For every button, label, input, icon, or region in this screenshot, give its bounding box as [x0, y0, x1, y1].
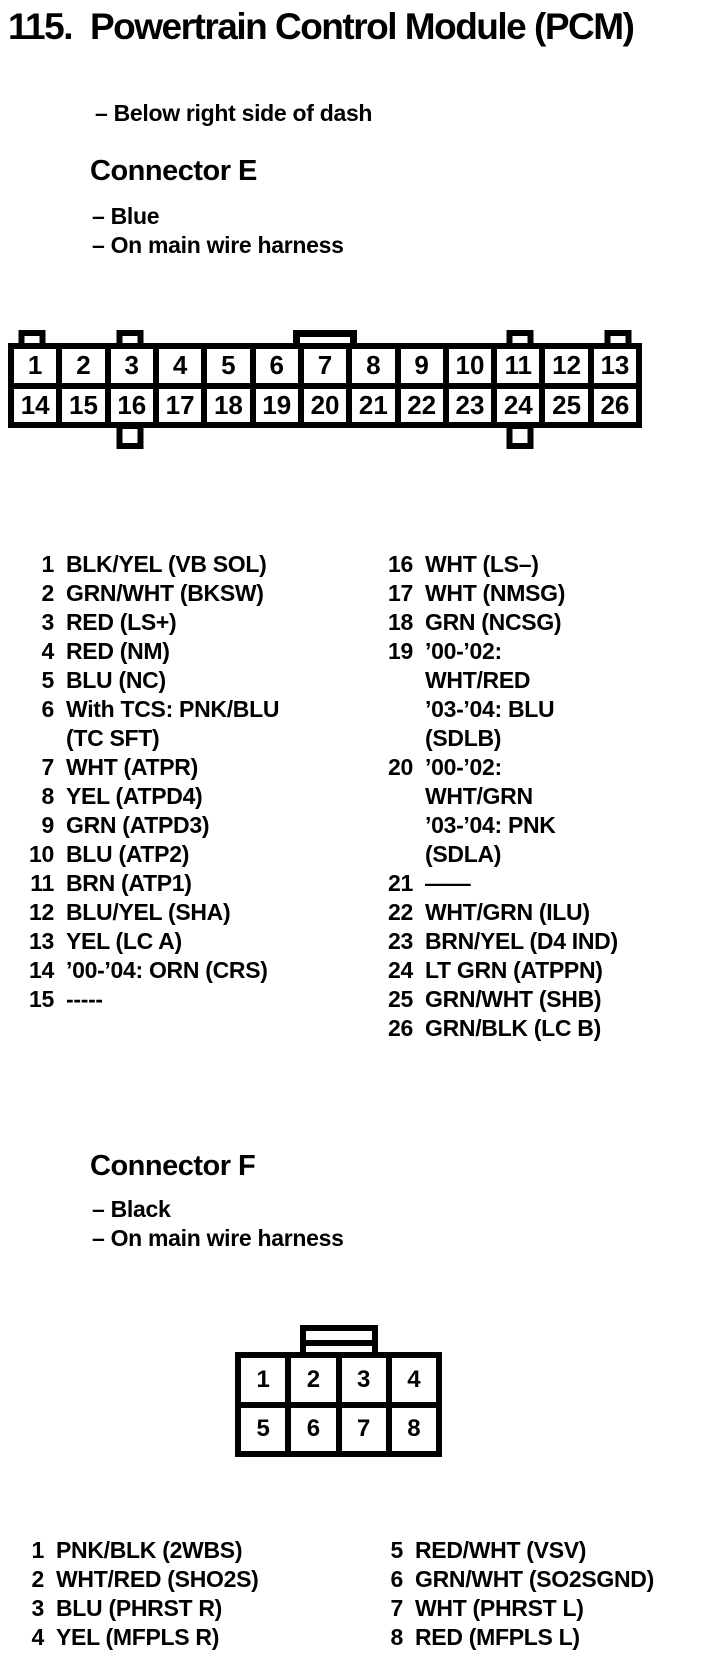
- pin-cell: 17: [159, 389, 201, 423]
- pin-row: [377, 957, 618, 986]
- connector-e-harness-note: – On main wire harness: [92, 232, 344, 258]
- connector-e-pin-list-right: [377, 551, 618, 1044]
- pin-cell: 2: [291, 1358, 335, 1402]
- connector-e-pin-row-bottom: [14, 389, 636, 423]
- pin-cell: 3: [111, 349, 153, 383]
- pin-number: 5: [390, 1537, 403, 1563]
- pin-description: BLK/YEL (VB SOL): [66, 551, 267, 577]
- pin-row: [377, 783, 618, 812]
- pin-description: GRN (NCSG): [425, 609, 562, 635]
- pin-number: 19: [388, 638, 413, 664]
- connector-f-pin-list-left: [8, 1537, 259, 1653]
- pin-row: [377, 754, 618, 783]
- pin-cell: 1: [241, 1358, 285, 1402]
- pin-cell: 7: [304, 349, 346, 383]
- pin-row: [8, 1537, 259, 1566]
- pin-description: -----: [66, 986, 103, 1012]
- pin-row: [377, 580, 618, 609]
- pin-row: [18, 841, 279, 870]
- pin-row: [377, 725, 618, 754]
- pin-number: 7: [41, 754, 54, 780]
- connector-e-pin-list-left: [18, 551, 279, 1015]
- connector-e-pin-row-top: [14, 349, 636, 383]
- connector-e-heading: Connector E: [90, 155, 257, 187]
- pin-number: 12: [29, 899, 54, 925]
- pin-description: BLU/YEL (SHA): [66, 899, 231, 925]
- pin-description: RED (NM): [66, 638, 170, 664]
- pin-number: 8: [390, 1624, 403, 1650]
- pin-row: [367, 1624, 654, 1653]
- pin-number: 6: [41, 696, 54, 722]
- pin-description: With TCS: PNK/BLU: [66, 696, 280, 722]
- section-title-text: Powertrain Control Module (PCM): [89, 6, 634, 47]
- pin-row: [18, 928, 279, 957]
- pin-cell: 4: [392, 1358, 436, 1402]
- pin-row: [377, 1015, 618, 1044]
- connector-e-color-note: – Blue: [92, 203, 160, 229]
- connector-f-harness-note: – On main wire harness: [92, 1225, 344, 1251]
- pin-number: 2: [41, 580, 54, 606]
- pin-number: 10: [29, 841, 54, 867]
- pin-number: 26: [388, 1015, 413, 1041]
- pin-cell: 12: [545, 349, 587, 383]
- pin-number: 2: [31, 1566, 44, 1592]
- pin-number: 15: [29, 986, 54, 1012]
- pin-row: [367, 1595, 654, 1624]
- pin-description: BLU (NC): [66, 667, 166, 693]
- pin-row: [18, 783, 279, 812]
- pin-number: 18: [388, 609, 413, 635]
- pin-row: [8, 1624, 259, 1653]
- connector-f-pin-row-top: [241, 1358, 436, 1402]
- pin-description: ——: [425, 870, 471, 896]
- pin-row: [8, 1595, 259, 1624]
- pin-description: GRN/BLK (LC B): [425, 1015, 601, 1041]
- pin-description: WHT (PHRST L): [415, 1595, 584, 1621]
- pin-row: [8, 1566, 259, 1595]
- pin-cell: 19: [256, 389, 298, 423]
- pin-cell: 24: [497, 389, 539, 423]
- pin-number: 3: [31, 1595, 44, 1621]
- pin-description: BLU (ATP2): [66, 841, 190, 867]
- pin-cell: 5: [207, 349, 249, 383]
- pin-description: YEL (ATPD4): [66, 783, 203, 809]
- pin-description: WHT/RED (SHO2S): [56, 1566, 259, 1592]
- pin-description: RED (LS+): [66, 609, 177, 635]
- connector-f-heading: Connector F: [90, 1150, 256, 1182]
- pin-cell: 10: [449, 349, 491, 383]
- pin-cell: 25: [545, 389, 587, 423]
- pin-row: [377, 986, 618, 1015]
- pin-description: ’00-’04: ORN (CRS): [66, 957, 268, 983]
- pin-description: WHT/GRN: [425, 783, 533, 809]
- pin-cell: 8: [392, 1408, 436, 1452]
- pin-description: LT GRN (ATPPN): [425, 957, 603, 983]
- pin-description: RED (MFPLS L): [415, 1624, 580, 1650]
- pin-description: WHT/GRN (ILU): [425, 899, 590, 925]
- pin-number: 11: [30, 870, 54, 896]
- pin-description: (TC SFT): [66, 725, 160, 751]
- pin-row: [377, 696, 618, 725]
- pin-cell: 21: [352, 389, 394, 423]
- pin-number: 23: [388, 928, 413, 954]
- pin-description: WHT (ATPR): [66, 754, 198, 780]
- pin-description: RED/WHT (VSV): [415, 1537, 587, 1563]
- pin-row: [367, 1566, 654, 1595]
- pin-row: [18, 812, 279, 841]
- pin-description: ’00-’02:: [425, 638, 502, 664]
- pin-cell: 3: [342, 1358, 386, 1402]
- pin-cell: 23: [449, 389, 491, 423]
- pin-cell: 26: [594, 389, 636, 423]
- pin-description: BRN/YEL (D4 IND): [425, 928, 618, 954]
- pin-cell: 20: [304, 389, 346, 423]
- pin-description: BRN (ATP1): [66, 870, 192, 896]
- pin-cell: 15: [62, 389, 104, 423]
- connector-e-body: [8, 343, 642, 428]
- pin-cell: 22: [401, 389, 443, 423]
- pin-number: 14: [29, 957, 54, 983]
- pin-description: (SDLA): [425, 841, 502, 867]
- pin-row: [377, 841, 618, 870]
- connector-e-diagram: [8, 330, 642, 450]
- pin-number: 6: [390, 1566, 403, 1592]
- pin-row: [18, 957, 279, 986]
- pin-row: [18, 870, 279, 899]
- pin-number: 9: [41, 812, 54, 838]
- pin-description: ’00-’02:: [425, 754, 502, 780]
- pin-row: [377, 928, 618, 957]
- pin-description: YEL (LC A): [66, 928, 182, 954]
- pin-cell: 5: [241, 1408, 285, 1452]
- pin-number: 25: [388, 986, 413, 1012]
- pin-row: [377, 899, 618, 928]
- pin-cell: 9: [401, 349, 443, 383]
- connector-f-pin-row-bottom: [241, 1408, 436, 1452]
- connector-f-body: [235, 1352, 442, 1457]
- pin-number: 5: [41, 667, 54, 693]
- pin-row: [367, 1537, 654, 1566]
- pin-row: [18, 580, 279, 609]
- pin-cell: 16: [111, 389, 153, 423]
- pin-cell: 8: [352, 349, 394, 383]
- pin-cell: 2: [62, 349, 104, 383]
- pin-description: GRN/WHT (BKSW): [66, 580, 264, 606]
- pin-description: GRN/WHT (SO2SGND): [415, 1566, 654, 1592]
- pin-row: [377, 812, 618, 841]
- pin-row: [377, 551, 618, 580]
- connector-f-diagram: [235, 1325, 442, 1460]
- pin-row: [377, 609, 618, 638]
- pin-row: [18, 725, 279, 754]
- pin-description: WHT/RED: [425, 667, 531, 693]
- pin-number: 4: [41, 638, 54, 664]
- pin-number: 16: [388, 551, 413, 577]
- pin-number: 24: [388, 957, 413, 983]
- pin-row: [18, 609, 279, 638]
- pin-number: 21: [388, 870, 413, 896]
- location-note: – Below right side of dash: [95, 100, 373, 126]
- pin-number: 7: [390, 1595, 403, 1621]
- pin-number: 8: [41, 783, 54, 809]
- pin-cell: 7: [342, 1408, 386, 1452]
- pin-row: [377, 667, 618, 696]
- pin-cell: 14: [14, 389, 56, 423]
- pin-number: 20: [388, 754, 413, 780]
- pin-number: 3: [41, 609, 54, 635]
- pin-description: WHT (LS–): [425, 551, 539, 577]
- pin-row: [18, 986, 279, 1015]
- connector-f-color-note: – Black: [92, 1196, 171, 1222]
- pin-description: ’03-’04: BLU: [425, 696, 555, 722]
- pin-cell: 11: [497, 349, 539, 383]
- pin-row: [18, 899, 279, 928]
- pin-number: 13: [29, 928, 54, 954]
- pin-description: WHT (NMSG): [425, 580, 566, 606]
- pin-cell: 13: [594, 349, 636, 383]
- pin-row: [377, 870, 618, 899]
- pin-number: 4: [31, 1624, 44, 1650]
- pin-description: YEL (MFPLS R): [56, 1624, 220, 1650]
- pin-cell: 18: [207, 389, 249, 423]
- pin-row: [18, 667, 279, 696]
- pin-description: BLU (PHRST R): [56, 1595, 223, 1621]
- pin-row: [18, 638, 279, 667]
- pin-number: 1: [41, 551, 54, 577]
- pin-description: GRN/WHT (SHB): [425, 986, 602, 1012]
- pin-row: [18, 754, 279, 783]
- pin-number: 17: [388, 580, 413, 606]
- connector-f-pin-list-right: [367, 1537, 654, 1653]
- pin-cell: 4: [159, 349, 201, 383]
- pin-row: [18, 551, 279, 580]
- pin-description: PNK/BLK (2WBS): [56, 1537, 243, 1563]
- pin-cell: 1: [14, 349, 56, 383]
- pin-cell: 6: [256, 349, 298, 383]
- pin-number: 1: [31, 1537, 44, 1563]
- pin-description: (SDLB): [425, 725, 502, 751]
- section-number: 115.: [8, 6, 72, 47]
- pin-description: GRN (ATPD3): [66, 812, 210, 838]
- pin-number: 22: [388, 899, 413, 925]
- pin-description: ’03-’04: PNK: [425, 812, 556, 838]
- pin-cell: 6: [291, 1408, 335, 1452]
- pin-row: [18, 696, 279, 725]
- pin-row: [377, 638, 618, 667]
- page-title: [8, 6, 633, 48]
